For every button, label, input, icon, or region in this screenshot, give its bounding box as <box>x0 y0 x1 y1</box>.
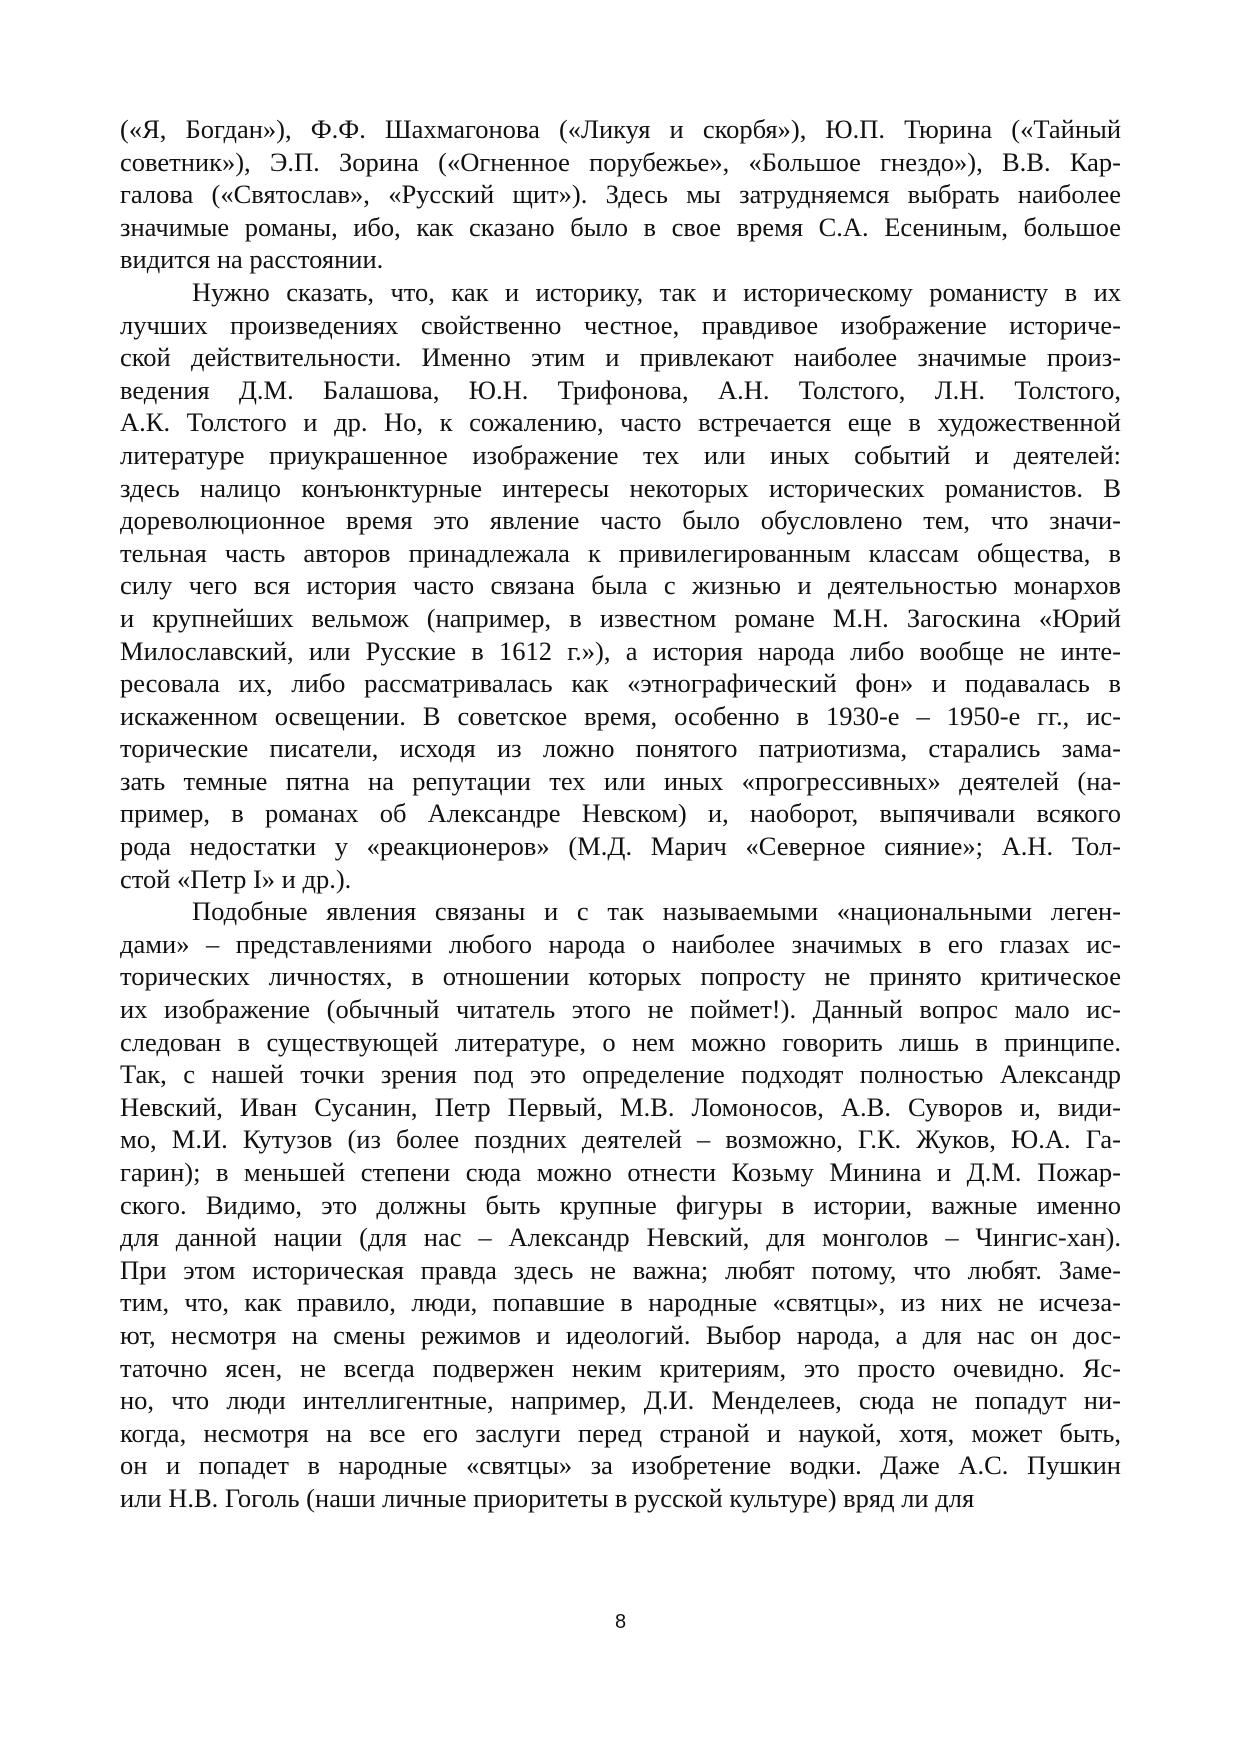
text-line: стой «Петр I» и др.). <box>120 863 352 894</box>
text-line: следован в существующей литературе, о нем можно говорить лишь в принципе. <box>120 1026 1121 1057</box>
text-line: Невский, Иван Сусанин, Петр Первый, М.В. Ломоносов, А.В. Суворов и, види- <box>120 1091 1121 1122</box>
text-line: ресовала их, либо рассматривалась как «этнографический фон» и подавалась в <box>120 668 1121 699</box>
text-line: для данной нации (для нас – Александр Невский, для монголов – Чингис-хан). <box>120 1222 1121 1253</box>
text-line: торических личностях, в отношении которых попросту не принято критическое <box>120 961 1121 992</box>
text-line: галова («Святослав», «Русский щит»). Здесь мы затрудняемся выбрать наиболее <box>120 179 1121 210</box>
text-line: гарин); в меньшей степени сюда можно отнести Козьму Минина и Д.М. Пожар- <box>120 1157 1121 1187</box>
text-line: Нужно сказать, что, как и историку, так и историческому романисту в их <box>192 276 1121 307</box>
text-line: ют, несмотря на смены режимов и идеологий. Выбор народа, а для нас он дос- <box>120 1319 1121 1350</box>
text-line: силу чего вся история часто связана была с жизнью и деятельностью монархов <box>120 570 1121 601</box>
text-line: когда, несмотря на все его заслуги перед страной и наукой, хотя, может быть, <box>120 1417 1121 1448</box>
text-line: зать темные пятна на репутации тех или иных «прогрессивных» деятелей (на- <box>120 765 1121 796</box>
text-line: Милославский, или Русские в 1612 г.»), а история народа либо вообще не инте- <box>120 635 1121 666</box>
page-number: 8 <box>614 1611 627 1633</box>
paragraph-2 <box>120 276 1121 895</box>
text-line: или Н.В. Гоголь (наши личные приоритеты в русской культуре) вряд ли для <box>120 1482 975 1513</box>
text-line: мо, М.И. Кутузов (из более поздних деятелей – возможно, Г.К. Жуков, Ю.А. Га- <box>120 1124 1121 1155</box>
text-line: таточно ясен, не всегда подвержен неким критериям, это просто очевидно. Яс- <box>120 1352 1121 1383</box>
text-line: При этом историческая правда здесь не важна; любят потому, что любят. Заме- <box>120 1254 1121 1285</box>
text-line: лучших произведениях свойственно честное, правдивое изображение историче- <box>120 309 1121 340</box>
document-page <box>120 113 1121 1515</box>
paragraph-3 <box>120 895 1121 1514</box>
text-line: тим, что, как правило, люди, попавшие в народные «святцы», из них не исчеза- <box>120 1287 1121 1318</box>
text-line: А.К. Толстого и др. Но, к сожалению, часто встречается еще в художественной <box>120 407 1121 438</box>
text-line: видится на расстоянии. <box>120 244 384 275</box>
text-line: ведения Д.М. Балашова, Ю.Н. Трифонова, А.Н. Толстого, Л.Н. Толстого, <box>120 374 1121 405</box>
text-line: но, что люди интеллигентные, например, Д.И. Менделеев, сюда не попадут ни- <box>120 1385 1121 1416</box>
text-line: дами» – представлениями любого народа о наиболее значимых в его глазах ис- <box>120 928 1121 959</box>
text-line: («Я, Богдан»), Ф.Ф. Шахмагонова («Ликуя и скорбя»), Ю.П. Тюрина («Тайный <box>120 114 1121 144</box>
text-line: Подобные явления связаны и с так называемыми «национальными леген- <box>192 896 1121 927</box>
text-line: дореволюционное время это явление часто было обусловлено тем, что значи- <box>120 505 1121 536</box>
text-line: искаженном освещении. В советское время, особенно в 1930-е – 1950-е гг., ис- <box>120 700 1121 731</box>
text-line: их изображение (обычный читатель этого не поймет!). Данный вопрос мало ис- <box>120 994 1121 1025</box>
text-line: тельная часть авторов принадлежала к привилегированным классам общества, в <box>120 537 1121 568</box>
paragraph-1 <box>120 113 1121 276</box>
text-line: советник»), Э.П. Зорина («Огненное порубежье», «Большое гнездо»), В.В. Кар- <box>120 146 1121 177</box>
text-line: торические писатели, исходя из ложно понятого патриотизма, старались зама- <box>120 733 1121 764</box>
text-line: Так, с нашей точки зрения под это определение подходят полностью Александр <box>120 1059 1121 1090</box>
text-line: он и попадет в народные «святцы» за изобретение водки. Даже А.С. Пушкин <box>120 1450 1121 1481</box>
text-line: здесь налицо конъюнктурные интересы некоторых исторических романистов. В <box>120 472 1121 503</box>
text-line: ской действительности. Именно этим и привлекают наиболее значимые произ- <box>120 342 1121 373</box>
text-line: пример, в романах об Александре Невском) и, наоборот, выпячивали всякого <box>120 798 1121 829</box>
text-line: значимые романы, ибо, как сказано было в свое время С.А. Есениным, большое <box>120 211 1121 242</box>
text-line: рода недостатки у «реакционеров» (М.Д. Марич «Северное сияние»; А.Н. Тол- <box>120 831 1121 862</box>
text-line: и крупнейших вельмож (например, в известном романе М.Н. Загоскина «Юрий <box>120 602 1121 633</box>
text-line: литературе приукрашенное изображение тех или иных событий и деятелей: <box>120 439 1121 470</box>
text-line: ского. Видимо, это должны быть крупные фигуры в истории, важные именно <box>120 1189 1121 1220</box>
